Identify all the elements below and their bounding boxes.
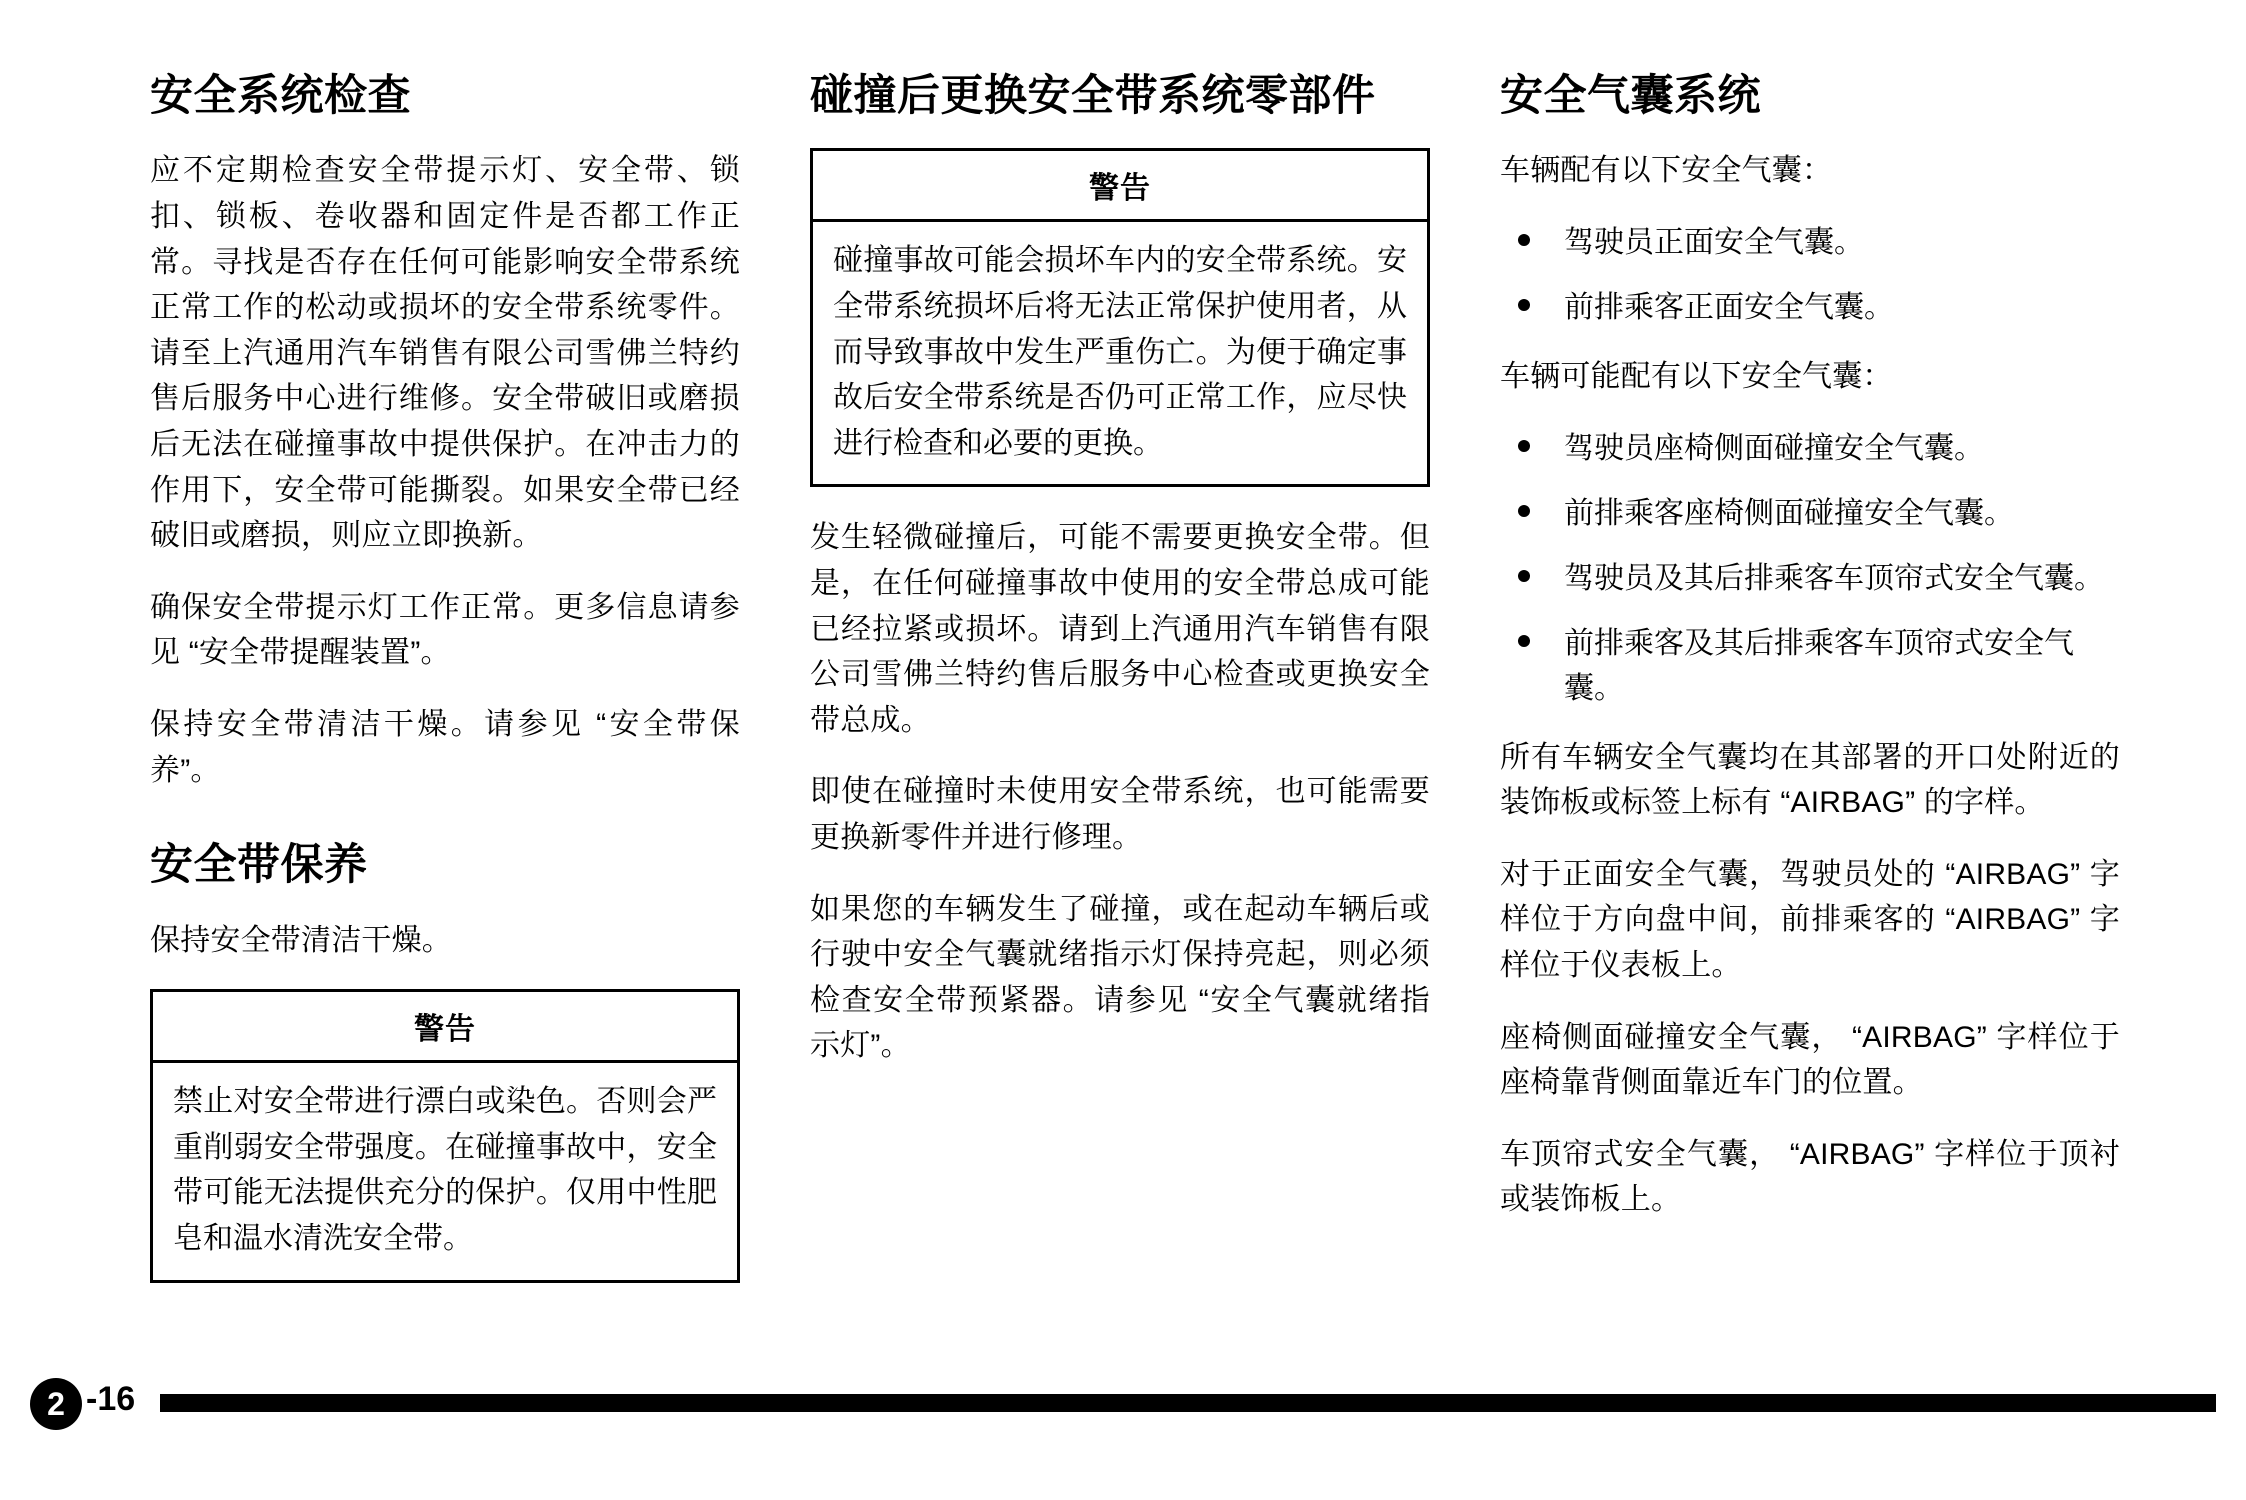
paragraph-right-intro-1: 车辆配有以下安全气囊： (1500, 154, 1833, 188)
paragraph-left-1: 应不定期检查安全带提示灯、安全带、锁扣、锁板、卷收器和固定件是否都工作正常。寻找是否存在任何可能影响安全带系统正常工作的松动或损坏的安全带系统零件。请至上汽通用汽车销售有限公司雪佛兰特约售后服务中心进行维修。安全带破旧或磨损后无法在碰撞事故中提供保护。在冲击力的作用下，安全带可能撕裂。如果安全带已经破旧或磨损，则应立即换新。 (150, 154, 740, 553)
bullet-dot-icon (1518, 234, 1530, 246)
warning-text-middle: 碰撞事故可能会损坏车内的安全带系统。安全带系统损坏后将无法正常保护使用者，从而导致事故中发生严重伤亡。为便于确定事故后安全带系统是否仍可正常工作，应尽快进行检查和必要的更换。 (833, 244, 1407, 460)
list-item (1500, 285, 2120, 330)
list-item (1500, 491, 2120, 536)
warning-box-middle (810, 148, 1430, 487)
list-item (1500, 621, 2120, 711)
warning-title-left: 警告 (153, 992, 737, 1063)
footer-divider (160, 1394, 2216, 1412)
column-right (1500, 70, 2120, 1223)
list-item-label: 前排乘客正面安全气囊。 (1564, 291, 1894, 325)
bullet-dot-icon (1518, 570, 1530, 582)
paragraph-left-2: 确保安全带提示灯工作正常。更多信息请参见 “安全带提醒装置”。 (150, 590, 740, 670)
paragraph-middle-1: 发生轻微碰撞后，可能不需要更换安全带。但是，在任何碰撞事故中使用的安全带总成可能已经拉紧或损坏。请到上汽通用汽车销售有限公司雪佛兰特约售后服务中心检查或更换安全带总成。 (810, 521, 1430, 737)
list-item-label: 驾驶员座椅侧面碰撞安全气囊。 (1564, 431, 1984, 465)
warning-title-middle: 警告 (813, 151, 1427, 222)
heading-seatbelt-care: 安全带保养 (150, 841, 368, 890)
warning-text-left: 禁止对安全带进行漂白或染色。否则会严重削弱安全带强度。在碰撞事故中，安全带可能无法提供充分的保护。仅用中性肥皂和温水清洗安全带。 (173, 1085, 717, 1255)
warning-box-left (150, 989, 740, 1282)
paragraph-middle-2: 即使在碰撞时未使用安全带系统，也可能需要更换新零件并进行修理。 (810, 775, 1430, 854)
column-left (150, 70, 740, 1311)
list-item-label: 驾驶员正面安全气囊。 (1564, 226, 1864, 260)
heading-replace-parts-after-crash: 碰撞后更换安全带系统零部件 (810, 72, 1376, 120)
heading-airbag-system: 安全气囊系统 (1500, 72, 1761, 120)
list-item-label: 驾驶员及其后排乘客车顶帘式安全气囊。 (1564, 561, 2104, 595)
list-item-label: 前排乘客座椅侧面碰撞安全气囊。 (1564, 496, 2014, 530)
heading-safety-system-check: 安全系统检查 (150, 72, 411, 120)
paragraph-right-2: 对于正面安全气囊，驾驶员处的 “AIRBAG” 字样位于方向盘中间，前排乘客的 “AIRBAG” 字样位于仪表板上。 (1500, 857, 2120, 983)
list-item (1500, 556, 2120, 601)
list-item (1500, 426, 2120, 471)
page-number: -16 (86, 1380, 136, 1418)
paragraph-right-1: 所有车辆安全气囊均在其部署的开口处附近的装饰板或标签上标有 “AIRBAG” 的字样。 (1500, 740, 2120, 820)
list-item-label: 前排乘客及其后排乘客车顶帘式安全气囊。 (1564, 626, 2074, 705)
page-footer (0, 1378, 2246, 1438)
paragraph-middle-3: 如果您的车辆发生了碰撞，或在起动车辆后或行驶中安全气囊就绪指示灯保持亮起，则必须检查安全带预紧器。请参见 “安全气囊就绪指示灯”。 (810, 892, 1430, 1063)
bullet-list-optional-airbags (1500, 426, 2120, 711)
paragraph-right-3: 座椅侧面碰撞安全气囊， “AIRBAG” 字样位于座椅靠背侧面靠近车门的位置。 (1500, 1020, 2120, 1100)
paragraph-right-4: 车顶帘式安全气囊， “AIRBAG” 字样位于顶衬或装饰板上。 (1500, 1137, 2120, 1217)
paragraph-left-3: 保持安全带清洁干燥。请参见 “安全带保养”。 (150, 707, 740, 787)
paragraph-left-care: 保持安全带清洁干燥。 (150, 923, 452, 957)
bullet-dot-icon (1518, 505, 1530, 517)
bullet-dot-icon (1518, 440, 1530, 452)
list-item (1500, 220, 2120, 265)
bullet-dot-icon (1518, 299, 1530, 311)
chapter-badge: 2 (30, 1378, 82, 1430)
column-middle (810, 70, 1430, 1069)
bullet-dot-icon (1518, 635, 1530, 647)
page-columns (150, 70, 2151, 1311)
paragraph-right-intro-2: 车辆可能配有以下安全气囊： (1500, 360, 1893, 394)
bullet-list-equipped-airbags (1500, 220, 2120, 330)
